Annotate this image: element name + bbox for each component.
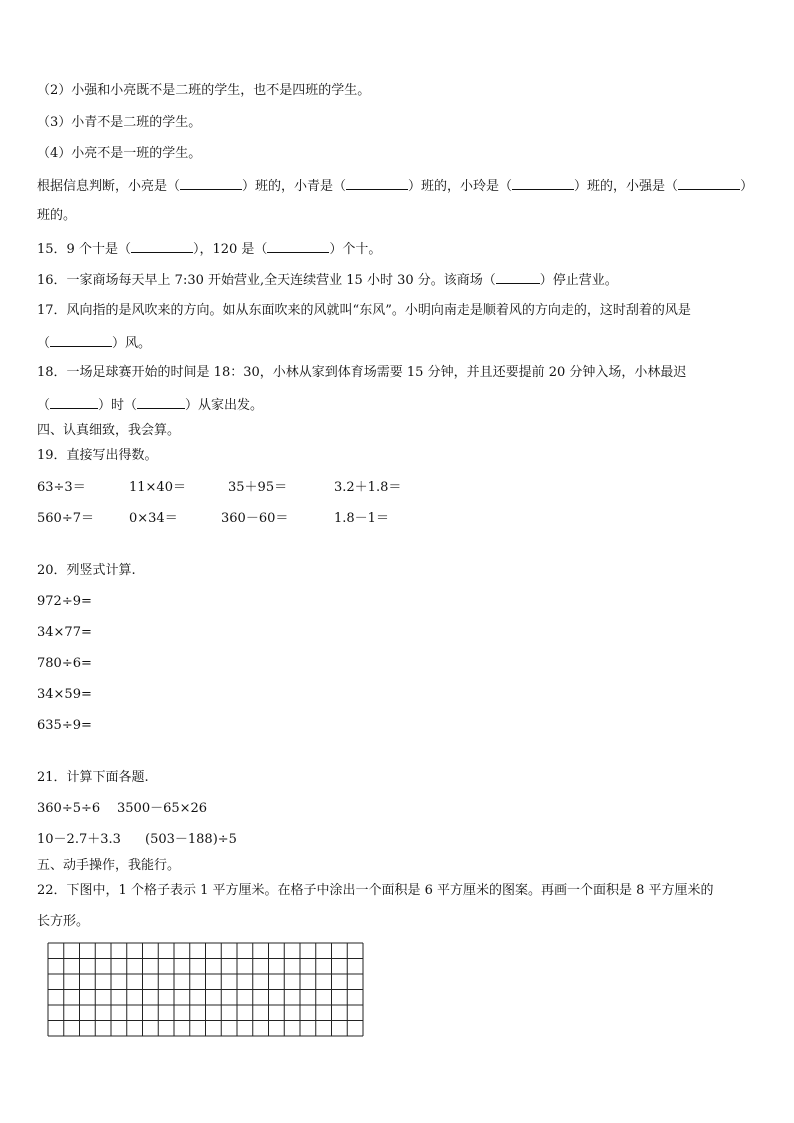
answer-blank[interactable] (131, 240, 193, 253)
q21-item: (503－188)÷5 (145, 832, 237, 847)
q20-item: 635÷9= (37, 718, 92, 733)
question-19-title: 19．直接写出得数。 (37, 448, 158, 463)
question-15: 15．9 个十是（ ），120 是（ ）个十。 (37, 242, 382, 257)
q19-item: 3.2＋1.8＝ (334, 480, 402, 495)
question-17-cont: （ ）风。 (37, 336, 152, 351)
q20-item: 34×59= (37, 687, 92, 702)
question-16: 16．一家商场每天早上 7:30 开始营业,全天连续营业 15 小时 30 分。该商场（ ）停止营业。 (37, 273, 618, 288)
q19-item: 35＋95＝ (228, 480, 288, 495)
question-18-cont: （ ）时（ ）从家出发。 (37, 398, 264, 413)
question-22: 22．下图中，1 个格子表示 1 平方厘米。在格子中涂出一个面积是 6 平方厘米的图案。再画一个面积是 8 平方厘米的 (37, 883, 714, 898)
judge-sentence-end: 班的。 (37, 208, 77, 223)
answer-blank[interactable] (50, 334, 112, 347)
q21-item: 3500－65×26 (117, 801, 208, 816)
answer-blank[interactable] (50, 396, 98, 409)
answer-blank[interactable] (346, 177, 408, 190)
condition-2: （2）小强和小亮既不是二班的学生，也不是四班的学生。 (37, 83, 371, 98)
answer-blank[interactable] (678, 177, 740, 190)
answer-blank[interactable] (267, 240, 329, 253)
section-4-heading: 四、认真细致，我会算。 (37, 423, 181, 438)
condition-3: （3）小青不是二班的学生。 (37, 115, 202, 130)
q19-item: 63÷3＝ (37, 480, 86, 495)
q19-item: 560÷7＝ (37, 511, 94, 526)
question-22-cont: 长方形。 (37, 914, 90, 929)
question-17: 17．风向指的是风吹来的方向。如从东面吹来的风就叫“东风”。小明向南走是顺着风的方向走的，这时刮着的风是 (37, 303, 691, 318)
answer-blank[interactable] (496, 271, 540, 284)
q19-item: 1.8－1＝ (334, 511, 389, 526)
section-5-heading: 五、动手操作，我能行。 (37, 858, 181, 873)
q21-item: 360÷5÷6 (37, 801, 101, 816)
question-21-title: 21．计算下面各题. (37, 770, 149, 785)
answer-blank[interactable] (180, 177, 242, 190)
square-grid[interactable] (47, 942, 367, 1038)
condition-4: （4）小亮不是一班的学生。 (37, 146, 202, 161)
q19-item: 11×40＝ (129, 480, 186, 495)
question-18: 18．一场足球赛开始的时间是 18：30，小林从家到体育场需要 15 分钟，并且还要提前 20 分钟入场，小林最迟 (37, 365, 687, 380)
q20-item: 972÷9= (37, 594, 92, 609)
q19-item: 360－60＝ (221, 511, 289, 526)
q21-item: 10－2.7＋3.3 (37, 832, 121, 847)
answer-blank[interactable] (512, 177, 574, 190)
q19-item: 0×34＝ (129, 511, 178, 526)
answer-blank[interactable] (137, 396, 185, 409)
q20-item: 34×77= (37, 625, 92, 640)
q20-item: 780÷6= (37, 656, 92, 671)
question-20-title: 20．列竖式计算. (37, 563, 136, 578)
judge-sentence: 根据信息判断，小亮是（ ）班的，小青是（ ）班的，小玲是（ ）班的，小强是（ ） (37, 179, 754, 194)
